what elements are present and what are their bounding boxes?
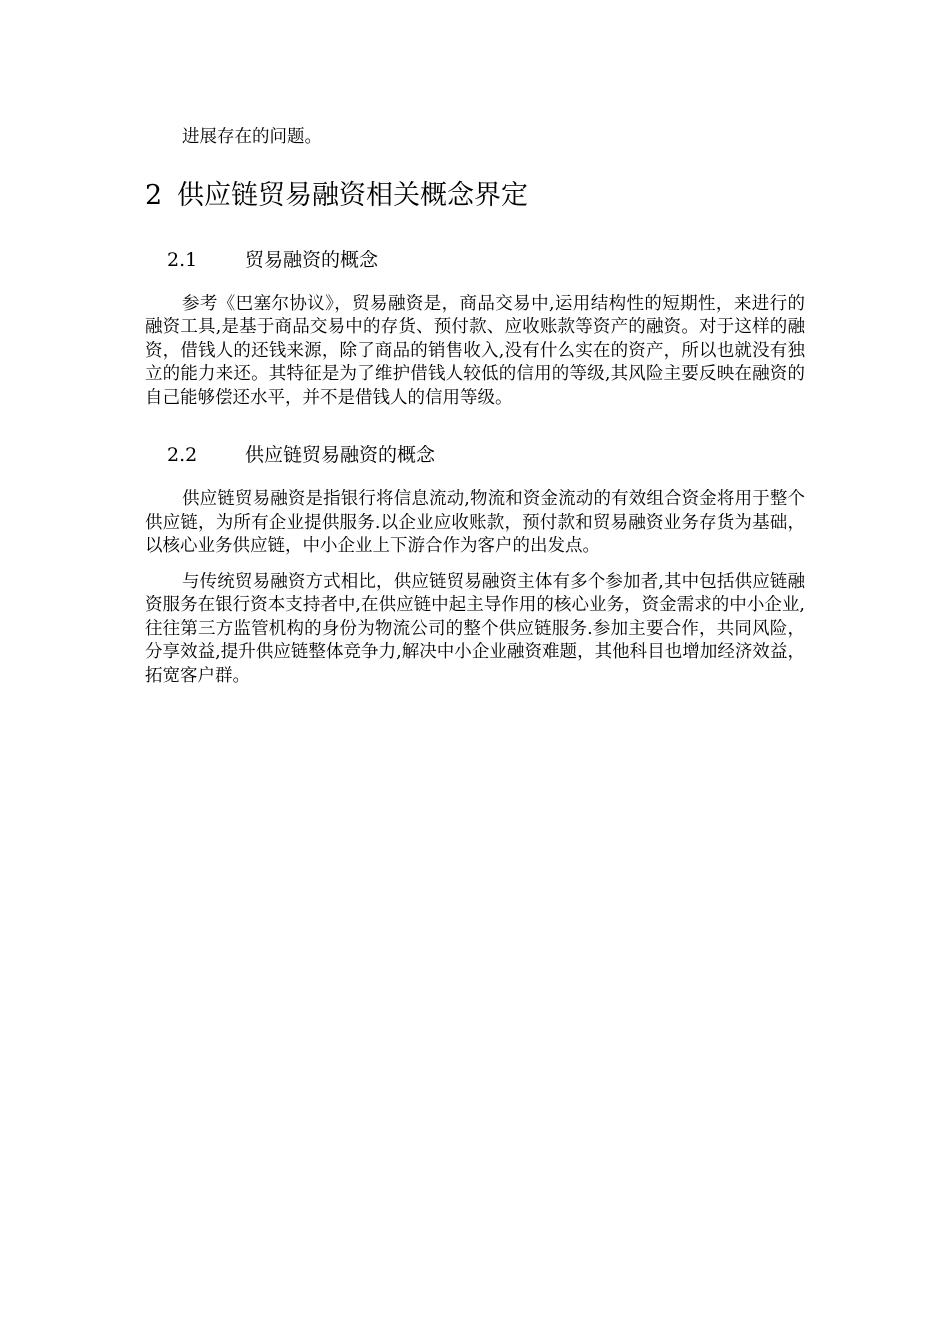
section-number: 2 — [145, 179, 163, 211]
subsection-number: 2.2 — [167, 444, 198, 466]
continuation-paragraph: 进展存在的问题。 — [182, 127, 322, 147]
subsection-title: 供应链贸易融资的概念 — [245, 444, 436, 466]
subsection-heading-2-1 — [145, 247, 805, 273]
subsection-number: 2.1 — [167, 248, 198, 271]
subsection-title: 贸易融资的概念 — [245, 248, 379, 271]
body-paragraph: 与传统贸易融资方式相比，供应链贸易融资主体有多个参加者,其中包括供应链融资服务在银行资本支持者中,在供应链中起主导作用的核心业务，资金需求的中小企业,往往第三方监管机构的身份为物流公司的整个供应链服务.参加主要合作，共同风险，分享效益,提升供应链整体竞争力,解决中小企业融资难题，其他科目也增加经济效益，拓宽客户群。 — [145, 571, 805, 686]
subsection-heading-2-2 — [145, 442, 805, 468]
body-paragraph: 参考《巴塞尔协议》，贸易融资是，商品交易中,运用结构性的短期性，来进行的融资工具,是基于商品交易中的存货、预付款、应收账款等资产的融资。对于这样的融资，借钱人的还钱来源，除了商品的销售收入,没有什么实在的资产，所以也就没有独立的能力来还。其特征是为了维护借钱人较低的信用的等级,其风险主要反映在融资的自己能够偿还水平，并不是借钱人的信用等级。 — [145, 293, 805, 408]
section-heading — [145, 178, 805, 214]
section-title: 供应链贸易融资相关概念界定 — [177, 179, 528, 211]
body-paragraph: 供应链贸易融资是指银行将信息流动,物流和资金流动的有效组合资金将用于整个供应链，为所有企业提供服务.以企业应收账款，预付款和贸易融资业务存货为基础，以核心业务供应链，中小企业上下游合作为客户的出发点。 — [145, 489, 805, 556]
page-content — [145, 120, 805, 688]
